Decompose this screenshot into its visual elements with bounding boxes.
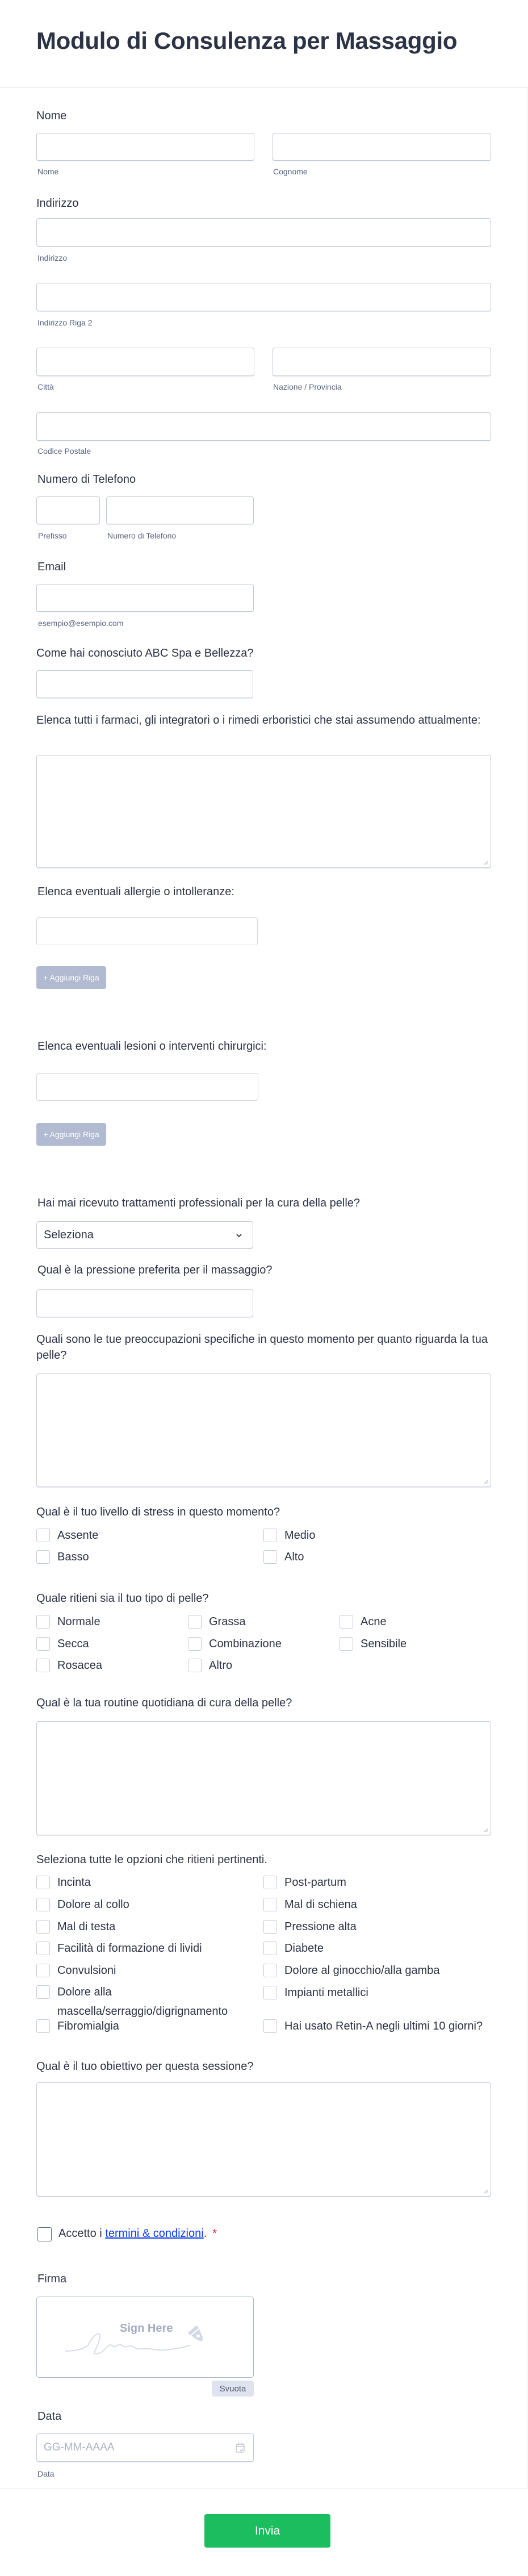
condition-option-label: Dolore al ginocchio/alla gamba bbox=[284, 1964, 440, 1977]
state-sublabel: Nazione / Provincia bbox=[273, 382, 342, 391]
condition-dolore-collo-checkbox[interactable] bbox=[36, 1898, 50, 1911]
injuries-label: Elenca eventuali lesioni o interventi chirurgici: bbox=[37, 1040, 267, 1053]
form-title: Modulo di Consulenza per Massaggio bbox=[36, 27, 458, 54]
address-label: Indirizzo bbox=[36, 197, 79, 210]
first-name-input[interactable] bbox=[36, 133, 254, 161]
conditions-label: Seleziona tutte le opzioni che ritieni pertinenti. bbox=[36, 1853, 267, 1866]
stress-option-assente-checkbox[interactable] bbox=[36, 1529, 50, 1542]
date-placeholder: GG-MM-AAAA bbox=[44, 2441, 115, 2453]
condition-impianti-metallici-checkbox[interactable] bbox=[263, 1986, 277, 1999]
condition-option-label: Hai usato Retin-A negli ultimi 10 giorni? bbox=[284, 2020, 483, 2032]
signature-clear-button[interactable]: Svuota bbox=[212, 2381, 254, 2397]
phone-number-sublabel: Numero di Telefono bbox=[107, 531, 177, 540]
condition-option-label: Incinta bbox=[57, 1876, 91, 1889]
condition-retin-a-checkbox[interactable] bbox=[263, 2019, 277, 2033]
skin-option-label: Combinazione bbox=[209, 1638, 282, 1650]
stress-option-basso-checkbox[interactable] bbox=[36, 1550, 50, 1564]
routine-label: Qual è la tua routine quotidiana di cura della pelle? bbox=[36, 1697, 292, 1709]
skin-option-label: Rosacea bbox=[57, 1659, 102, 1672]
name-label: Nome bbox=[36, 110, 67, 122]
skin-rosacea-checkbox[interactable] bbox=[36, 1659, 50, 1672]
required-asterisk: * bbox=[212, 2227, 217, 2240]
skin-sensibile-checkbox[interactable] bbox=[340, 1637, 353, 1651]
email-input[interactable] bbox=[36, 584, 254, 612]
condition-diabete-checkbox[interactable] bbox=[263, 1942, 277, 1955]
last-name-sublabel: Cognome bbox=[273, 167, 308, 176]
treatments-selected-value: Seleziona bbox=[44, 1229, 94, 1241]
city-sublabel: Città bbox=[37, 382, 54, 391]
terms-text bbox=[58, 2227, 217, 2240]
skin-type-label: Quale ritieni sia il tuo tipo di pelle? bbox=[36, 1592, 209, 1605]
resize-handle-icon[interactable] bbox=[483, 1479, 488, 1484]
date-label: Data bbox=[37, 2410, 62, 2423]
date-sublabel: Data bbox=[37, 2469, 55, 2478]
address-line2-input[interactable] bbox=[36, 283, 491, 311]
email-label: Email bbox=[37, 561, 66, 573]
condition-dolore-ginocchio-checkbox[interactable] bbox=[263, 1964, 277, 1977]
stress-label: Qual è il tuo livello di stress in questo momento? bbox=[36, 1506, 280, 1518]
terms-link[interactable]: termini & condizioni bbox=[105, 2227, 204, 2240]
condition-option-label: Pressione alta bbox=[284, 1920, 357, 1933]
resize-handle-icon[interactable] bbox=[483, 859, 488, 865]
skin-option-label: Grassa bbox=[209, 1615, 246, 1628]
pressure-label: Qual è la pressione preferita per il massaggio? bbox=[37, 1264, 273, 1276]
condition-option-label: Mal di schiena bbox=[284, 1898, 357, 1911]
state-input[interactable] bbox=[273, 348, 491, 376]
condition-fibromialgia-checkbox[interactable] bbox=[36, 2019, 50, 2033]
terms-checkbox[interactable] bbox=[37, 2227, 52, 2241]
phone-area-sublabel: Prefisso bbox=[38, 531, 67, 540]
signature-pad[interactable] bbox=[36, 2297, 254, 2378]
signature-placeholder: Sign Here bbox=[120, 2322, 173, 2335]
medications-textarea[interactable] bbox=[36, 755, 491, 868]
condition-option-label: Fibromialgia bbox=[57, 2020, 119, 2032]
calendar-icon[interactable] bbox=[235, 2442, 245, 2453]
referral-input[interactable] bbox=[36, 670, 253, 698]
first-name-sublabel: Nome bbox=[37, 167, 59, 176]
goal-textarea[interactable] bbox=[36, 2082, 491, 2197]
condition-convulsioni-checkbox[interactable] bbox=[36, 1964, 50, 1977]
terms-prefix: Accetto i bbox=[58, 2227, 106, 2240]
footer-divider bbox=[0, 2488, 528, 2489]
concerns-textarea[interactable] bbox=[36, 1373, 491, 1487]
condition-dolore-mascella-checkbox[interactable] bbox=[36, 1985, 50, 1999]
condition-post-partum-checkbox[interactable] bbox=[263, 1876, 277, 1889]
injuries-input[interactable] bbox=[36, 1073, 258, 1101]
stress-option-label: Assente bbox=[57, 1529, 99, 1542]
skin-option-label: Normale bbox=[57, 1615, 100, 1628]
zip-input[interactable] bbox=[36, 412, 491, 441]
address-line1-sublabel: Indirizzo bbox=[37, 253, 68, 262]
skin-option-label: Altro bbox=[209, 1659, 233, 1672]
signature-label: Firma bbox=[37, 2273, 67, 2285]
skin-acne-checkbox[interactable] bbox=[340, 1615, 353, 1629]
address-line1-input[interactable] bbox=[36, 218, 491, 247]
allergies-add-row-button[interactable]: + Aggiungi Riga bbox=[36, 966, 106, 989]
resize-handle-icon[interactable] bbox=[483, 1827, 488, 1832]
skin-combinazione-checkbox[interactable] bbox=[188, 1637, 202, 1651]
condition-option-label: Dolore alla mascella/serraggio/digrignamento bbox=[57, 1986, 228, 2018]
treatments-label: Hai mai ricevuto trattamenti professionali per la cura della pelle? bbox=[37, 1197, 361, 1209]
stress-option-label: Medio bbox=[284, 1529, 316, 1542]
condition-option-label: Dolore al collo bbox=[57, 1898, 129, 1911]
injuries-add-row-button[interactable]: + Aggiungi Riga bbox=[36, 1123, 106, 1146]
phone-number-input[interactable] bbox=[106, 496, 254, 524]
skin-secca-checkbox[interactable] bbox=[36, 1637, 50, 1651]
condition-lividi-checkbox[interactable] bbox=[36, 1942, 50, 1955]
resize-handle-icon[interactable] bbox=[483, 2188, 488, 2194]
concerns-label: Quali sono le tue preoccupazioni specifiche in questo momento per quanto riguarda la tua pelle? bbox=[36, 1333, 488, 1362]
allergies-label: Elenca eventuali allergie o intolleranze: bbox=[37, 886, 234, 898]
zip-sublabel: Codice Postale bbox=[37, 446, 91, 456]
treatments-select[interactable] bbox=[36, 1221, 253, 1249]
routine-textarea[interactable] bbox=[36, 1721, 491, 1835]
allergies-input[interactable] bbox=[36, 917, 258, 945]
last-name-input[interactable] bbox=[273, 133, 491, 161]
condition-option-label: Diabete bbox=[284, 1942, 324, 1955]
medications-label: Elenca tutti i farmaci, gli integratori o i rimedi erboristici che stai assumendo attualmente: bbox=[36, 714, 481, 727]
condition-pressione-alta-checkbox[interactable] bbox=[263, 1920, 277, 1934]
goal-label: Qual è il tuo obiettivo per questa sessione? bbox=[36, 2060, 254, 2073]
terms-suffix: . bbox=[203, 2227, 207, 2240]
skin-option-label: Secca bbox=[57, 1638, 89, 1650]
date-input[interactable] bbox=[36, 2433, 254, 2462]
skin-normale-checkbox[interactable] bbox=[36, 1615, 50, 1629]
stress-option-medio-checkbox[interactable] bbox=[263, 1529, 277, 1542]
referral-label: Come hai conosciuto ABC Spa e Bellezza? bbox=[36, 647, 254, 659]
condition-option-label: Mal di testa bbox=[57, 1920, 116, 1933]
email-sublabel: esempio@esempio.com bbox=[38, 619, 124, 628]
city-input[interactable] bbox=[36, 348, 254, 376]
condition-option-label: Impianti metallici bbox=[284, 1986, 368, 1999]
skin-altro-checkbox[interactable] bbox=[188, 1659, 202, 1672]
condition-mal-di-testa-checkbox[interactable] bbox=[36, 1920, 50, 1934]
phone-label: Numero di Telefono bbox=[37, 473, 136, 486]
stress-option-label: Alto bbox=[284, 1551, 304, 1563]
submit-button[interactable]: Invia bbox=[204, 2514, 330, 2548]
skin-option-label: Acne bbox=[361, 1615, 387, 1628]
stress-option-label: Basso bbox=[57, 1551, 89, 1563]
condition-incinta-checkbox[interactable] bbox=[36, 1876, 50, 1889]
pressure-input[interactable] bbox=[36, 1289, 253, 1317]
stress-option-alto-checkbox[interactable] bbox=[263, 1550, 277, 1564]
skin-option-label: Sensibile bbox=[361, 1638, 407, 1650]
chevron-down-icon bbox=[236, 1232, 242, 1239]
skin-grassa-checkbox[interactable] bbox=[188, 1615, 202, 1629]
condition-mal-di-schiena-checkbox[interactable] bbox=[263, 1898, 277, 1911]
address-line2-sublabel: Indirizzo Riga 2 bbox=[37, 318, 93, 327]
condition-option-label: Post-partum bbox=[284, 1876, 346, 1889]
condition-option-label: Convulsioni bbox=[57, 1964, 116, 1977]
condition-option-label: Facilità di formazione di lividi bbox=[57, 1942, 202, 1955]
phone-area-input[interactable] bbox=[36, 496, 100, 524]
